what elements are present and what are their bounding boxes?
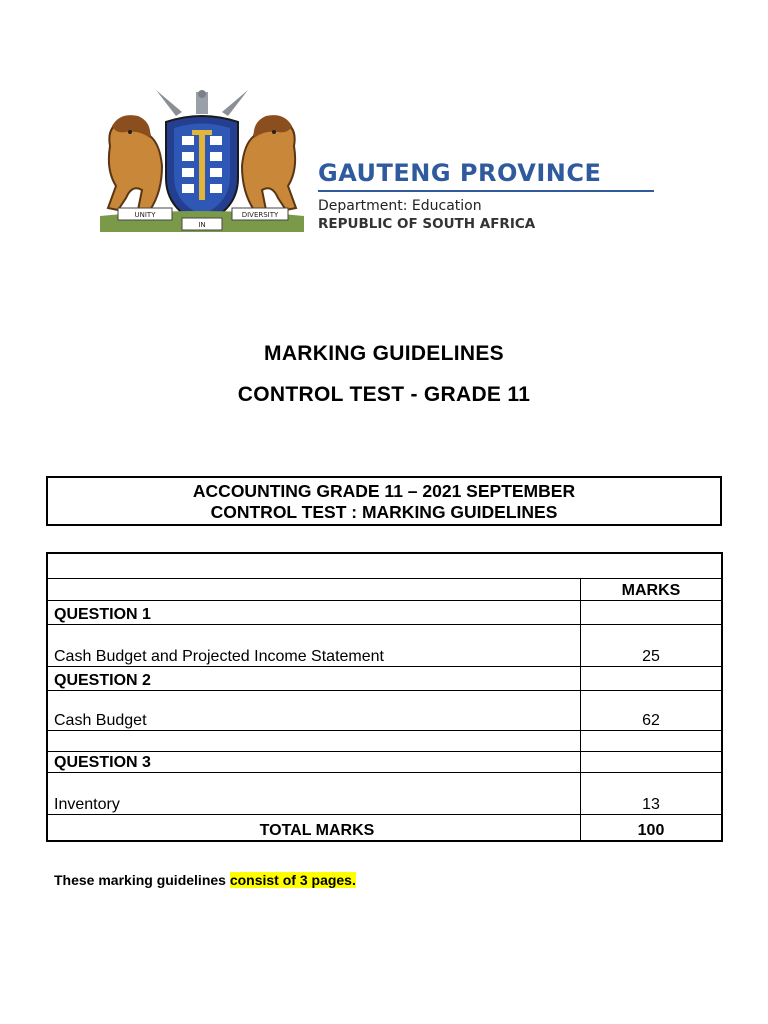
question-3-topic: Inventory [47,772,581,814]
total-marks-value: 100 [581,814,723,841]
page-header [96,86,656,236]
province-name: GAUTENG PROVINCE [318,159,602,187]
page-count-note [54,872,356,888]
province-block [318,158,654,233]
question-2-topic: Cash Budget [47,690,581,730]
question-3-marks: 13 [581,772,723,814]
question-1-label: QUESTION 1 [47,600,581,624]
table-row [47,730,722,751]
table-row [47,690,722,730]
department-name: Department: Education [318,198,482,214]
marks-header: MARKS [581,578,723,600]
table-cell [47,553,722,578]
table-cell [47,578,581,600]
province-rule [318,190,654,192]
coat-of-arms-icon [96,86,308,236]
table-row [47,600,722,624]
table-row [47,666,722,690]
document-subtitle: CONTROL TEST - GRADE 11 [237,383,531,406]
question-2-marks: 62 [581,690,723,730]
question-2-label: QUESTION 2 [47,666,581,690]
table-row [47,751,722,772]
page-count-highlight: consist of 3 pages. [229,872,356,888]
table-cell [581,751,723,772]
subject-line-2: CONTROL TEST : MARKING GUIDELINES [210,502,558,522]
page-count-text: These marking guidelines [54,872,230,888]
subject-box [46,476,722,526]
table-cell [581,730,723,751]
table-row [47,553,722,578]
table-cell [581,666,723,690]
motto-left: UNITY [134,211,156,219]
table-row [47,814,722,841]
table-row [47,772,722,814]
total-marks-label: TOTAL MARKS [47,814,581,841]
table-cell [581,600,723,624]
table-row [47,624,722,666]
motto-right: DIVERSITY [241,211,279,219]
document-title: MARKING GUIDELINES [264,342,504,365]
question-1-marks: 25 [581,624,723,666]
marks-table [46,552,723,842]
motto-mid: IN [198,221,206,229]
republic-name: REPUBLIC OF SOUTH AFRICA [318,216,536,232]
question-3-label: QUESTION 3 [47,751,581,772]
question-1-topic: Cash Budget and Projected Income Statement [47,624,581,666]
table-row [47,578,722,600]
subject-line-1: ACCOUNTING GRADE 11 – 2021 SEPTEMBER [192,481,576,501]
table-cell [47,730,581,751]
